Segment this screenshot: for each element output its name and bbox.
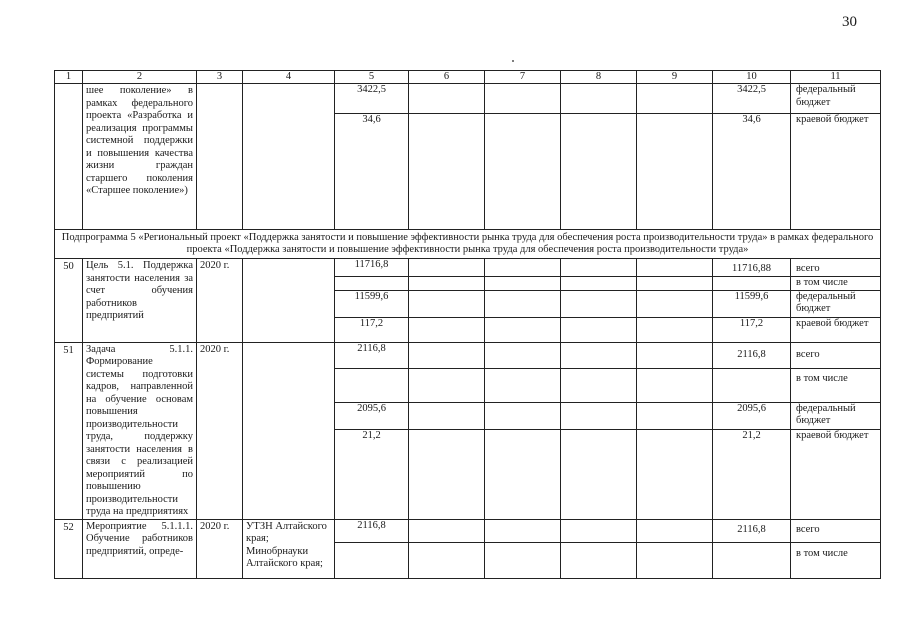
funding-source: федеральный бюджет bbox=[791, 402, 881, 429]
row-description: Задача 5.1.1. Формирование системы подготовки кадров, направленной на обучение основам повышения производительности труда, поддержку занятости населения в связи с реализацией мероприятий по повышению производительности труда на предприятиях bbox=[83, 342, 197, 519]
header-cell: 8 bbox=[561, 71, 637, 84]
value-col5 bbox=[335, 542, 409, 578]
subprogram-row bbox=[55, 230, 881, 259]
value-col10: 2095,6 bbox=[713, 402, 791, 429]
value-col10: 2116,8 bbox=[713, 519, 791, 542]
value-col10: 3422,5 bbox=[713, 84, 791, 114]
row-number: 51 bbox=[55, 342, 83, 519]
funding-source: федеральный бюджет bbox=[791, 84, 881, 114]
header-cell: 1 bbox=[55, 71, 83, 84]
header-cell: 5 bbox=[335, 71, 409, 84]
table-row bbox=[55, 519, 881, 542]
row-number: 50 bbox=[55, 259, 83, 343]
row-number: 52 bbox=[55, 519, 83, 578]
value-col5: 11599,6 bbox=[335, 290, 409, 317]
value-col10: 117,2 bbox=[713, 317, 791, 342]
table-row bbox=[55, 259, 881, 277]
value-col10: 11599,6 bbox=[713, 290, 791, 317]
row-year: 2020 г. bbox=[197, 259, 243, 343]
value-col10: 2116,8 bbox=[713, 342, 791, 368]
row-executor bbox=[243, 259, 335, 343]
value-col5 bbox=[335, 276, 409, 290]
value-col10 bbox=[713, 542, 791, 578]
value-col5: 3422,5 bbox=[335, 84, 409, 114]
value-col5 bbox=[335, 368, 409, 402]
header-row bbox=[55, 71, 881, 84]
row-description: Мероприятие 5.1.1.1. Обучение работников предприятий, опреде- bbox=[83, 519, 197, 578]
value-col5: 21,2 bbox=[335, 429, 409, 519]
header-cell: 9 bbox=[637, 71, 713, 84]
row-description: шее поколение» в рамках федерального проекта «Разработка и реализация программы системной поддержки и повышения качества жизни граждан старшего поколения «Старшее поколение») bbox=[83, 84, 197, 230]
funding-source: всего bbox=[791, 519, 881, 542]
value-col10: 11716,88 bbox=[713, 259, 791, 277]
header-cell: 6 bbox=[409, 71, 485, 84]
header-cell: 3 bbox=[197, 71, 243, 84]
table-row bbox=[55, 84, 881, 114]
value-col5: 34,6 bbox=[335, 114, 409, 230]
scan-artifact bbox=[512, 60, 514, 62]
funding-source: краевой бюджет bbox=[791, 114, 881, 230]
funding-source: всего bbox=[791, 342, 881, 368]
budget-table bbox=[54, 70, 881, 579]
value-col10 bbox=[713, 368, 791, 402]
table-row bbox=[55, 342, 881, 368]
funding-source: в том числе bbox=[791, 276, 881, 290]
row-executor bbox=[243, 342, 335, 519]
funding-source: в том числе bbox=[791, 368, 881, 402]
subprogram-title: Подпрограмма 5 «Региональный проект «Поддержка занятости и повышение эффективности рынка труда для обеспечения роста производительности труда» в рамках федерального проекта «Поддержка занятости и повышение эффективности рынка труда для обеспечения роста производительности труда» bbox=[55, 230, 881, 259]
value-col5: 11716,8 bbox=[335, 259, 409, 277]
funding-source: краевой бюджет bbox=[791, 429, 881, 519]
value-col10: 34,6 bbox=[713, 114, 791, 230]
page-number: 30 bbox=[842, 14, 857, 30]
row-executor: УТЗН Алтайского края; Минобрнауки Алтайского края; bbox=[243, 519, 335, 578]
value-col5: 2116,8 bbox=[335, 519, 409, 542]
header-cell: 2 bbox=[83, 71, 197, 84]
row-year bbox=[197, 84, 243, 230]
value-col5: 117,2 bbox=[335, 317, 409, 342]
row-description: Цель 5.1. Поддержка занятости населения за счет обучения работников предприятий bbox=[83, 259, 197, 343]
header-cell: 11 bbox=[791, 71, 881, 84]
funding-source: краевой бюджет bbox=[791, 317, 881, 342]
row-year: 2020 г. bbox=[197, 519, 243, 578]
row-executor bbox=[243, 84, 335, 230]
header-cell: 4 bbox=[243, 71, 335, 84]
funding-source: в том числе bbox=[791, 542, 881, 578]
funding-source: всего bbox=[791, 259, 881, 277]
header-cell: 7 bbox=[485, 71, 561, 84]
value-col10 bbox=[713, 276, 791, 290]
funding-source: федеральный бюджет bbox=[791, 290, 881, 317]
value-col5: 2095,6 bbox=[335, 402, 409, 429]
row-number bbox=[55, 84, 83, 230]
header-cell: 10 bbox=[713, 71, 791, 84]
value-col10: 21,2 bbox=[713, 429, 791, 519]
row-year: 2020 г. bbox=[197, 342, 243, 519]
value-col5: 2116,8 bbox=[335, 342, 409, 368]
